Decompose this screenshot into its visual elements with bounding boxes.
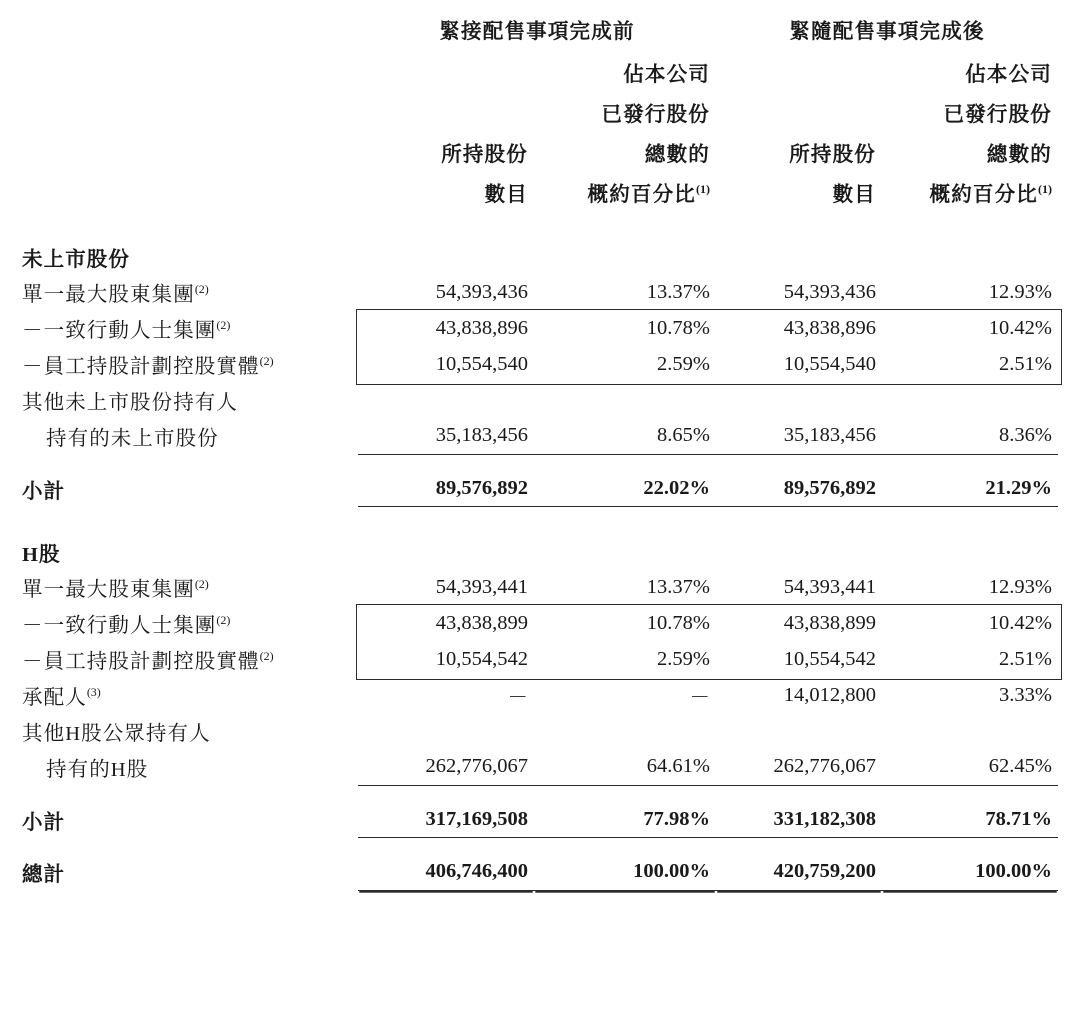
section-title-unlisted: 未上市股份 (22, 249, 130, 271)
footnote-marker-1b: (1) (1038, 182, 1052, 197)
cell-after-pct (882, 382, 1058, 418)
spacer-row (22, 454, 1058, 471)
cell-after-pct: 12.93% (988, 280, 1052, 303)
row-label (22, 677, 358, 713)
header-line4-col3: 數目 (832, 184, 876, 206)
cell-after-pct: 3.33% (999, 683, 1052, 706)
header-line3-col2: 總數的 (644, 144, 710, 166)
cell-after-pct: 62.45% (882, 749, 1058, 785)
row-label (22, 274, 358, 310)
header-line2-col2: 已發行股份 (601, 104, 710, 126)
cell-after-shares: 43,838,899 (783, 611, 876, 634)
spacer-row (22, 838, 1058, 855)
cell-after-shares: 10,554,540 (783, 352, 876, 375)
spacer-cell (22, 454, 1058, 471)
cell-before-pct: 2.59% (657, 647, 710, 670)
header-spacer (22, 92, 358, 132)
cell-after-shares: 43,838,896 (783, 316, 876, 339)
total-before-shares: 406,746,400 (358, 854, 534, 890)
cell-after-shares: 14,012,800 (783, 683, 876, 706)
cell-after-pct: 2.51% (999, 647, 1052, 670)
subtotal-after-shares: 331,182,308 (716, 802, 882, 838)
cell-before-shares (358, 382, 534, 418)
row-label-text: －員工持股計劃控股實體 (22, 651, 260, 673)
row-label (22, 418, 358, 454)
cell-before-shares: 43,838,896 (435, 316, 528, 339)
footnote-marker: (2) (216, 613, 231, 628)
table-row (22, 382, 1058, 418)
total-after-pct: 100.00% (882, 854, 1058, 890)
header-blank-4 (716, 92, 882, 132)
footnote-marker: (2) (194, 282, 209, 297)
subtotal-before-pct: 22.02% (534, 471, 716, 507)
row-label (22, 569, 358, 605)
cell-before-pct: 8.65% (534, 418, 716, 454)
spacer-cell (22, 785, 1058, 802)
row-label-text: 其他未上市股份持有人 (22, 392, 238, 414)
subtotal-after-pct: 78.71% (882, 802, 1058, 838)
cell-after-shares: 262,776,067 (716, 749, 882, 785)
row-label-text: －一致行動人士集團 (22, 320, 217, 342)
row-label (22, 310, 358, 346)
table-row (22, 749, 1058, 785)
header-line4-col2 (534, 172, 716, 212)
cell-before-pct: 13.37% (646, 575, 710, 598)
footnote-marker: (3) (86, 685, 101, 700)
cell-after-shares (716, 713, 882, 749)
cell-before-shares: － (507, 687, 528, 709)
cell-before-pct: 10.78% (646, 316, 710, 339)
empty-cell (716, 228, 882, 274)
empty-cell (716, 523, 882, 569)
header-blank-1 (358, 52, 534, 92)
section-title-row-unlisted (22, 228, 1058, 274)
header-spacer (22, 172, 358, 212)
cell-before-shares: 43,838,899 (435, 611, 528, 634)
footnote-marker: (2) (194, 577, 209, 592)
subtotal-before-shares: 89,576,892 (358, 471, 534, 507)
total-before-pct: 100.00% (534, 854, 716, 890)
subtotal-before-pct: 77.98% (534, 802, 716, 838)
empty-cell (882, 523, 1058, 569)
spacer-row (22, 507, 1058, 524)
row-label-text: 其他H股公眾持有人 (22, 723, 211, 745)
section-title-hshare: H股 (22, 544, 61, 566)
cell-after-pct: 10.42% (988, 611, 1052, 634)
header-group-after: 緊隨配售事項完成後 (789, 21, 985, 43)
header-line4-col4 (882, 172, 1058, 212)
table-row (22, 713, 1058, 749)
cell-after-pct (882, 713, 1058, 749)
spacer-cell (22, 212, 1058, 228)
subtotal-label: 小計 (22, 811, 66, 834)
row-label-text: 單一最大股東集團 (22, 579, 195, 601)
footnote-marker: (2) (259, 649, 274, 664)
total-row (22, 854, 1058, 890)
subtotal-label: 小計 (22, 480, 66, 503)
spacer-row (22, 212, 1058, 228)
table-row (22, 569, 1058, 605)
cell-after-shares (716, 382, 882, 418)
cell-after-pct: 8.36% (882, 418, 1058, 454)
table-row (22, 677, 1058, 713)
subtotal-after-shares: 89,576,892 (716, 471, 882, 507)
table-header-line-2 (22, 92, 1058, 132)
table-row (22, 274, 1058, 310)
table-row (22, 346, 1058, 382)
table-header-line-3 (22, 132, 1058, 172)
row-label (22, 382, 358, 418)
cell-before-shares: 10,554,542 (435, 647, 528, 670)
spacer-cell (22, 507, 1058, 524)
subtotal-after-pct: 21.29% (882, 471, 1058, 507)
cell-before-pct (534, 713, 716, 749)
cell-before-pct: 13.37% (646, 280, 710, 303)
table-row (22, 310, 1058, 346)
row-label (22, 346, 358, 382)
cell-after-shares: 35,183,456 (716, 418, 882, 454)
table-row (22, 418, 1058, 454)
header-line1-col2: 佔本公司 (623, 64, 710, 86)
spacer-cell (22, 838, 1058, 855)
cell-before-shares: 35,183,456 (358, 418, 534, 454)
cell-before-shares (358, 713, 534, 749)
footnote-marker-1: (1) (696, 182, 710, 197)
subtotal-row-hshare (22, 802, 1058, 838)
header-spacer (22, 52, 358, 92)
total-after-shares: 420,759,200 (716, 854, 882, 890)
row-label (22, 713, 358, 749)
table-header-group-row (22, 0, 1058, 52)
header-line3-col3: 所持股份 (789, 144, 876, 166)
shareholding-table (22, 0, 1058, 891)
header-line3-col1: 所持股份 (441, 144, 528, 166)
cell-before-pct: 64.61% (534, 749, 716, 785)
row-label-text: 持有的未上市股份 (46, 428, 219, 450)
header-line2-col4: 已發行股份 (943, 104, 1052, 126)
empty-cell (534, 228, 716, 274)
section-title-row-hshare (22, 523, 1058, 569)
header-blank-3 (358, 92, 534, 132)
header-line4-col2-text: 概約百分比 (587, 184, 696, 206)
row-label (22, 641, 358, 677)
row-label-text: 持有的H股 (46, 759, 149, 781)
cell-before-shares: 54,393,436 (435, 280, 528, 303)
header-group-before: 緊接配售事項完成前 (439, 21, 635, 43)
total-label: 總計 (22, 864, 66, 886)
cell-before-shares: 54,393,441 (435, 575, 528, 598)
table-header-line-4 (22, 172, 1058, 212)
row-label (22, 605, 358, 641)
cell-before-pct (534, 382, 716, 418)
row-label-text: －一致行動人士集團 (22, 615, 217, 637)
header-blank-2 (716, 52, 882, 92)
row-label-text: 承配人 (22, 687, 87, 709)
header-spacer (22, 0, 358, 52)
cell-after-shares: 54,393,441 (783, 575, 876, 598)
cell-after-pct: 10.42% (988, 316, 1052, 339)
row-label (22, 749, 358, 785)
cell-before-pct: 2.59% (657, 352, 710, 375)
empty-cell (358, 523, 534, 569)
row-label-text: 單一最大股東集團 (22, 284, 195, 306)
empty-cell (358, 228, 534, 274)
header-spacer (22, 132, 358, 172)
cell-after-pct: 2.51% (999, 352, 1052, 375)
cell-after-shares: 54,393,436 (783, 280, 876, 303)
header-line3-col4: 總數的 (986, 144, 1052, 166)
header-line1-col4: 佔本公司 (965, 64, 1052, 86)
footnote-marker: (2) (216, 318, 231, 333)
footnote-marker: (2) (259, 354, 274, 369)
header-line4-col1: 數目 (484, 184, 528, 206)
empty-cell (882, 228, 1058, 274)
cell-before-shares: 262,776,067 (358, 749, 534, 785)
row-label-text: －員工持股計劃控股實體 (22, 356, 260, 378)
table-header-line-1 (22, 52, 1058, 92)
cell-before-shares: 10,554,540 (435, 352, 528, 375)
empty-cell (534, 523, 716, 569)
header-line4-col4-text: 概約百分比 (929, 184, 1038, 206)
subtotal-row-unlisted (22, 471, 1058, 507)
table-row (22, 641, 1058, 677)
cell-after-shares: 10,554,542 (783, 647, 876, 670)
cell-before-pct: － (689, 687, 710, 709)
table-row (22, 605, 1058, 641)
spacer-row (22, 785, 1058, 802)
cell-after-pct: 12.93% (988, 575, 1052, 598)
subtotal-before-shares: 317,169,508 (358, 802, 534, 838)
cell-before-pct: 10.78% (646, 611, 710, 634)
